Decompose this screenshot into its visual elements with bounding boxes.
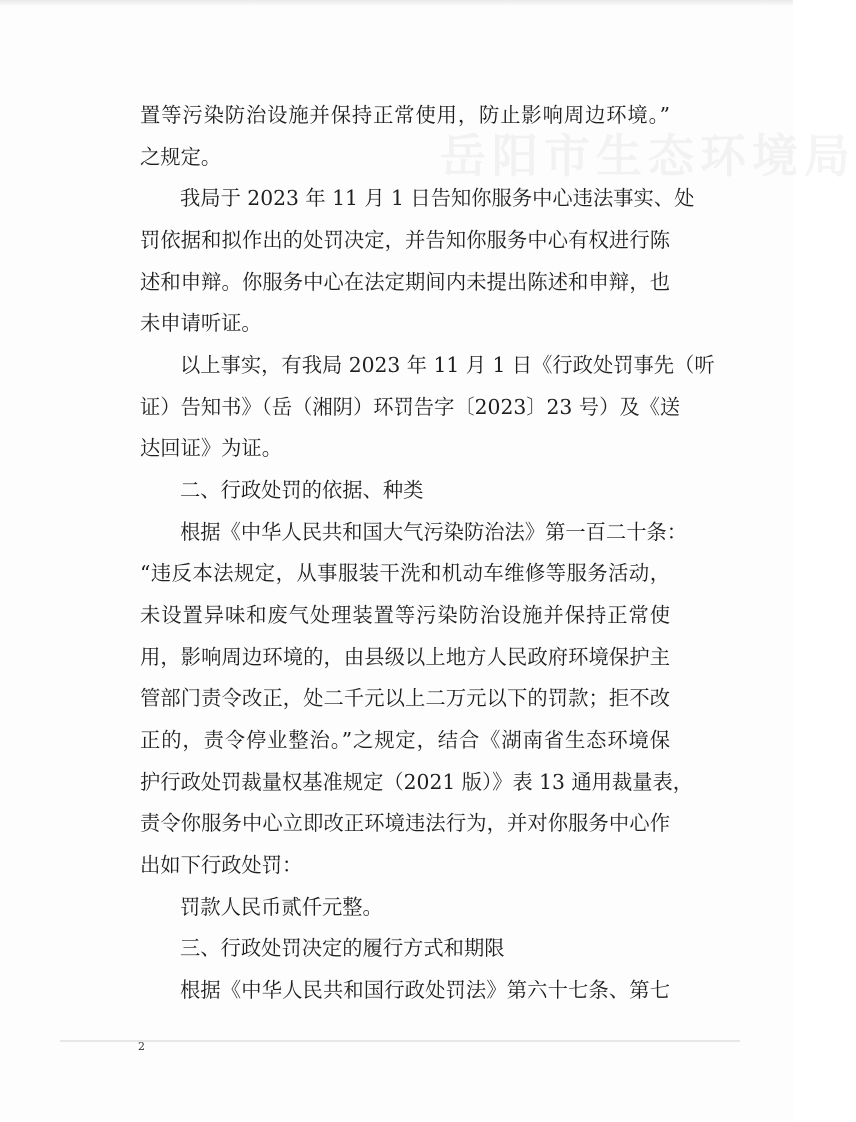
bleed-through-watermark: 岳阳市生态环境局 <box>440 129 856 183</box>
section-heading-3: 三、行政处罚决定的履行方式和期限 <box>180 936 505 960</box>
penalty-line: 罚款人民币贰仟元整。 <box>180 895 383 919</box>
scan-edge-bottom <box>60 1040 740 1042</box>
text-line-17: 护行政处罚裁量权基准规定（2021 版）》表 13 通用裁量表， <box>140 770 694 794</box>
page-number: 2 <box>138 1040 145 1053</box>
text-line-8: 证）告知书》（岳（湘阴）环罚告字〔2023〕23 号）及《送 <box>140 395 681 419</box>
text-line-12: “违反本法规定，从事服装干洗和机动车维修等服务活动， <box>140 561 670 585</box>
text-line-3: 我局于 2023 年 11 月 1 日告知你服务中心违法事实、处 <box>180 186 695 210</box>
text-line-11: 根据《中华人民共和国大气污染防治法》第一百二十条： <box>180 520 688 544</box>
text-line-4: 罚依据和拟作出的处罚决定，并告知你服务中心有权进行陈 <box>140 228 670 252</box>
text-line-15: 管部门责令改正，处二千元以上二万元以下的罚款；拒不改 <box>140 686 670 710</box>
text-line-9: 达回证》为证。 <box>140 436 282 460</box>
scan-edge-top <box>0 0 793 6</box>
text-line-1: 置等污染防治设施并保持正常使用，防止影响周边环境。” <box>140 103 670 127</box>
text-line-14: 用，影响周边环境的，由县级以上地方人民政府环境保护主 <box>140 645 670 669</box>
text-line-6: 未申请听证。 <box>140 311 262 335</box>
text-line-16: 正的，责令停业整治。”之规定，结合《湖南省生态环境保 <box>140 728 670 752</box>
text-line-22: 根据《中华人民共和国行政处罚法》第六十七条、第七 <box>180 978 670 1002</box>
text-line-7: 以上事实，有我局 2023 年 11 月 1 日《行政处罚事先（听 <box>180 353 715 377</box>
text-line-19: 出如下行政处罚： <box>140 853 303 877</box>
text-line-13: 未设置异味和废气处理装置等污染防治设施并保持正常使 <box>140 603 670 627</box>
section-heading-2: 二、行政处罚的依据、种类 <box>180 478 424 502</box>
text-line-18: 责令你服务中心立即改正环境违法行为，并对你服务中心作 <box>140 811 670 835</box>
text-line-5: 述和申辩。你服务中心在法定期间内未提出陈述和申辩，也 <box>140 270 670 294</box>
text-line-2: 之规定。 <box>140 145 222 169</box>
